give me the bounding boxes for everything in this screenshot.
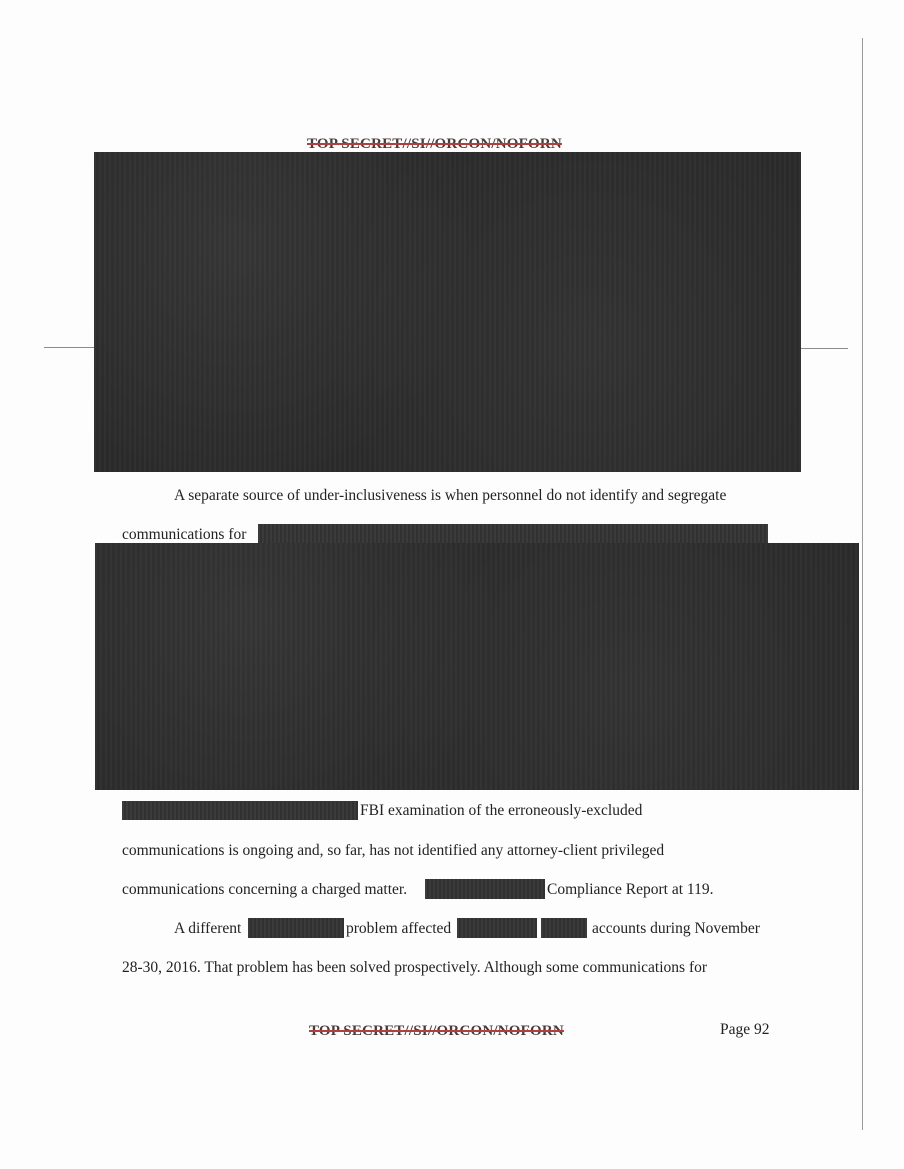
paragraph-2-line-3 — [122, 880, 407, 900]
paragraph-1-line-2 — [122, 525, 246, 545]
redaction-inline-5 — [457, 918, 537, 938]
footer-classification-marking: TOP SECRET//SI//ORCON/NOFORN — [309, 1023, 564, 1039]
page-number: Page 92 — [720, 1021, 770, 1038]
paragraph-2-line-2: communications is ongoing and, so far, has not identified any attorney-client privileged — [122, 842, 665, 859]
paragraph-2-line-3-text-b: Compliance Report at 119. — [547, 881, 714, 898]
paragraph-3-line-2: 28-30, 2016. That problem has been solved prospectively. Although some communications for — [122, 959, 708, 976]
paragraph-3-line-1-text-a: A different — [174, 920, 242, 937]
paragraph-3-line-1-text-c: accounts during November — [592, 920, 760, 937]
paragraph-2-line-3-text-a: communications concerning a charged matter. — [122, 881, 408, 898]
paragraph-3-line-1-text-b: problem affected — [346, 920, 452, 937]
margin-rule-left — [44, 347, 94, 348]
redaction-inline-3 — [425, 879, 545, 899]
redaction-block-top — [94, 152, 801, 472]
margin-rule-right — [801, 348, 848, 349]
redaction-inline-6 — [541, 918, 587, 938]
paragraph-2-line-1-text: FBI examination of the erroneously-excluded — [360, 802, 643, 819]
redaction-inline-4 — [248, 918, 344, 938]
paragraph-1-line-2-text: communications for — [122, 526, 247, 543]
redaction-inline-2 — [122, 801, 358, 820]
redaction-block-middle — [95, 543, 859, 790]
paragraph-1-line-1: A separate source of under-inclusiveness is when personnel do not identify and segregate — [174, 487, 727, 504]
scan-edge-line — [862, 38, 863, 1130]
header-classification-marking: TOP SECRET//SI//ORCON/NOFORN — [307, 136, 562, 152]
redaction-inline-1 — [258, 524, 768, 543]
